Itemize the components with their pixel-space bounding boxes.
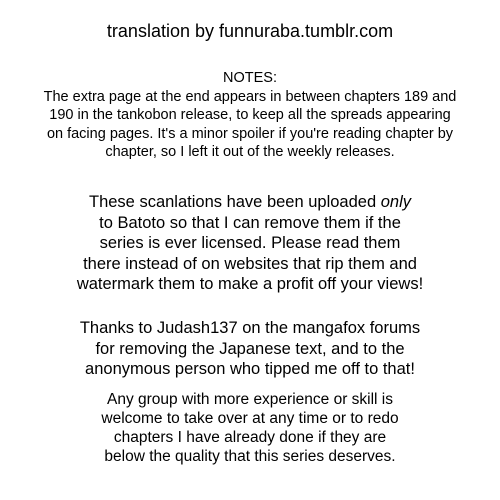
- notes-line: 190 in the tankobon release, to keep all the spreads appearing: [49, 107, 451, 123]
- paragraph-line: below the quality that this series deserves.: [104, 448, 396, 465]
- credit-text: translation by funnuraba.tumblr.com: [106, 21, 394, 41]
- paragraph-line-start: These scanlations have been uploaded: [89, 193, 381, 211]
- notes-heading: NOTES:: [223, 70, 277, 86]
- paragraph-line: watermark them to make a profit off your views!: [76, 275, 424, 293]
- notes-line: chapter, so I left it out of the weekly releases.: [105, 144, 395, 160]
- thanks-paragraph: [0, 318, 500, 380]
- paragraph-line: welcome to take over at any time or to redo: [101, 410, 399, 427]
- upload-notice-paragraph: [0, 192, 500, 295]
- notes-line: on facing pages. It's a minor spoiler if you're reading chapter by: [46, 125, 454, 142]
- group-invite-paragraph: [0, 390, 500, 466]
- paragraph-line: anonymous person who tipped me off to that!: [85, 360, 415, 378]
- translation-credit: [0, 20, 500, 42]
- paragraph-line: [0, 192, 500, 213]
- notes-section: [0, 69, 500, 162]
- emphasis-only: only: [380, 193, 411, 211]
- paragraph-line: Any group with more experience or skill is: [106, 391, 393, 408]
- paragraph-line: series is ever licensed. Please read them: [99, 234, 401, 252]
- paragraph-line: for removing the Japanese text, and to the: [95, 339, 405, 358]
- paragraph-line: there instead of on websites that rip them and: [83, 254, 417, 273]
- paragraph-line: Thanks to Judash137 on the mangafox forums: [79, 319, 421, 337]
- paragraph-line: chapters I have already done if they are: [113, 429, 387, 446]
- notes-line: The extra page at the end appears in between chapters 189 and: [43, 88, 457, 105]
- paragraph-line: to Batoto so that I can remove them if the: [99, 213, 401, 232]
